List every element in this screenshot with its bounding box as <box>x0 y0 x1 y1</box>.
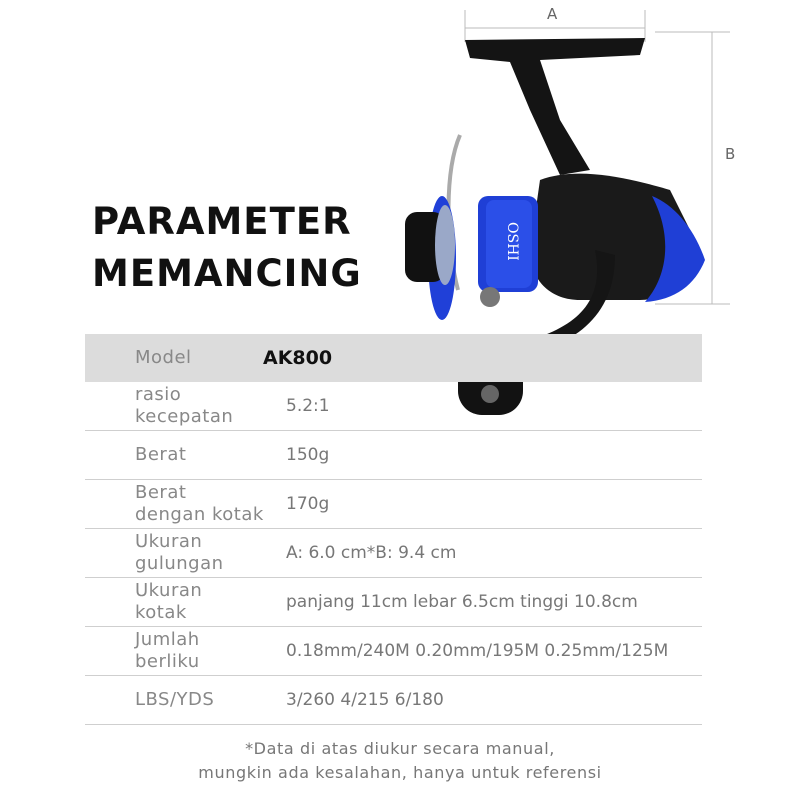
reel-foot <box>465 38 645 175</box>
dimension-a-label: A <box>547 5 558 23</box>
table-row <box>85 627 702 676</box>
spec-table <box>85 334 702 725</box>
row-label: rasio kecepatan <box>135 384 234 427</box>
row-value: 170g <box>286 494 330 514</box>
title-line-2: MEMANCING <box>92 252 362 295</box>
dimension-b-label: B <box>725 145 736 163</box>
table-row <box>85 529 702 578</box>
table-row <box>85 578 702 627</box>
page-title <box>92 196 362 300</box>
table-header-row <box>85 334 702 382</box>
row-label: Jumlah berliku <box>135 629 200 672</box>
header-label: Model <box>135 347 192 368</box>
table-row <box>85 480 702 529</box>
row-value: 3/260 4/215 6/180 <box>286 690 444 710</box>
row-label: Berat <box>135 444 187 465</box>
row-value: 0.18mm/240M 0.20mm/195M 0.25mm/125M <box>286 641 669 661</box>
table-row <box>85 382 702 431</box>
row-label: Ukuran kotak <box>135 580 203 623</box>
row-value: panjang 11cm lebar 6.5cm tinggi 10.8cm <box>286 592 638 612</box>
row-value: 150g <box>286 445 330 465</box>
row-value: 5.2:1 <box>286 396 330 416</box>
header-value: AK800 <box>263 347 333 369</box>
reel-brand-text: OSHI <box>504 222 520 261</box>
note-line-2: mungkin ada kesalahan, hanya untuk referensi <box>198 763 602 782</box>
row-value: A: 6.0 cm*B: 9.4 cm <box>286 543 457 563</box>
row-label: LBS/YDS <box>135 689 215 710</box>
table-row <box>85 676 702 725</box>
disclaimer-note <box>0 737 800 785</box>
row-label: Berat dengan kotak <box>135 482 264 525</box>
title-line-1: PARAMETER <box>92 200 352 243</box>
note-line-1: *Data di atas diukur secara manual, <box>245 739 555 758</box>
row-label: Ukuran gulungan <box>135 531 224 574</box>
table-row <box>85 431 702 480</box>
